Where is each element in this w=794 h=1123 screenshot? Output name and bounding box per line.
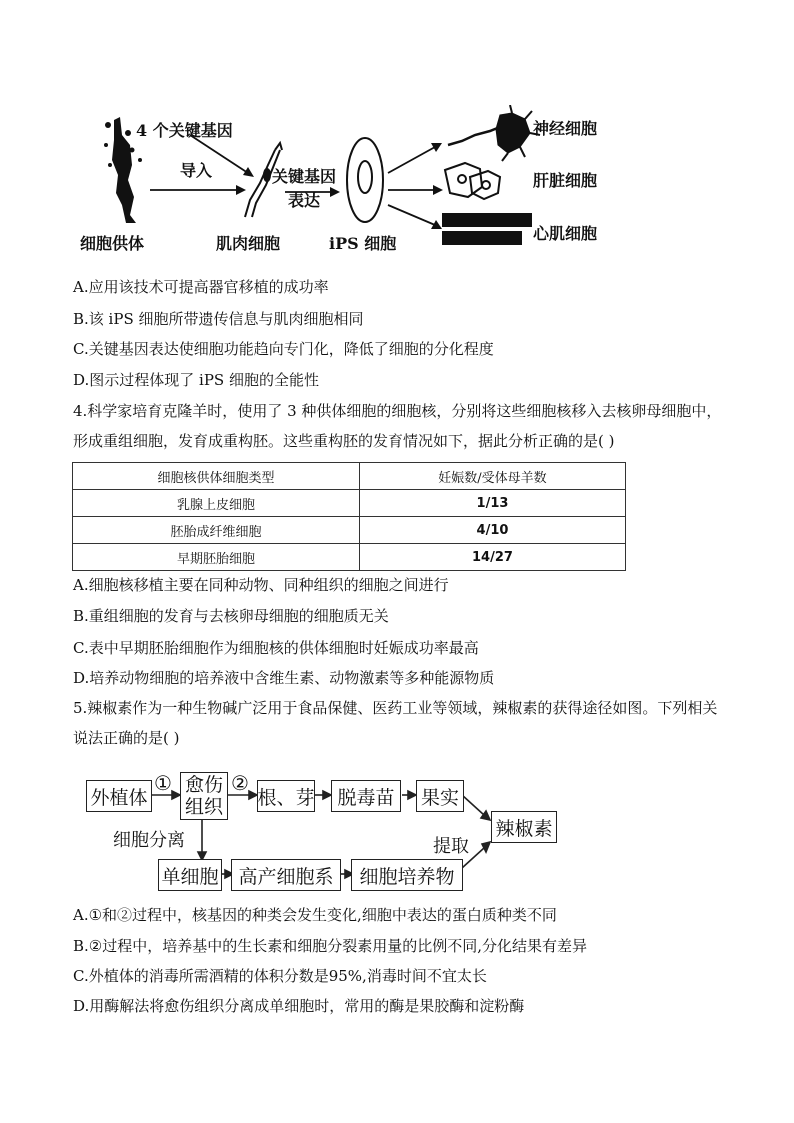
heart-muscle-image	[442, 213, 532, 245]
q4-option-a: A.细胞核移植主要在同种动物、同种组织的细胞之间进行	[73, 576, 449, 594]
table-header-cell: 细胞核供体细胞类型	[73, 463, 360, 490]
label-heart: 心肌细胞	[533, 224, 598, 243]
step-2-label: ②	[231, 771, 249, 795]
q3-option-d: D.图示过程体现了 iPS 细胞的全能性	[73, 371, 319, 389]
box-virus-free: 脱毒苗	[331, 780, 401, 812]
q3-option-a: A.应用该技术可提高器官移植的成功率	[73, 278, 329, 296]
box-capsaicin: 辣椒素	[491, 811, 557, 843]
table-cell: 14/27	[359, 544, 625, 571]
q4-option-d: D.培养动物细胞的培养液中含维生素、动物激素等多种能源物质	[73, 669, 495, 687]
label-liver: 肝脏细胞	[533, 171, 598, 190]
label-neuron: 神经细胞	[533, 119, 598, 138]
table-header-cell: 妊娠数/受体母羊数	[359, 463, 625, 490]
callus-line1: 愈伤	[184, 774, 223, 796]
q4-option-b: B.重组细胞的发育与去核卵母细胞的细胞质无关	[73, 607, 389, 625]
table-cell: 早期胚胎细胞	[73, 544, 360, 571]
q3-option-b: B.该 iPS 细胞所带遗传信息与肌肉细胞相同	[73, 310, 364, 328]
label-ips: iPS 细胞	[329, 234, 397, 253]
box-callus	[180, 772, 228, 820]
label-key-genes: 4 个关键基因	[136, 121, 233, 140]
box-root-bud: 根、芽	[257, 780, 315, 812]
q4-option-c: C.表中早期胚胎细胞作为细胞核的供体细胞时妊娠成功率最高	[73, 639, 479, 657]
table-header-row	[73, 463, 626, 490]
label-import: 导入	[180, 161, 213, 180]
q3-option-c: C.关键基因表达使细胞功能趋向专门化，降低了细胞的分化程度	[73, 340, 494, 358]
table-cell: 胚胎成纤维细胞	[73, 517, 360, 544]
box-explant: 外植体	[86, 780, 152, 812]
label-extract: 提取	[433, 836, 469, 857]
ips-cell-image	[347, 138, 383, 222]
box-single-cell: 单细胞	[158, 859, 222, 891]
q4-table	[72, 462, 626, 571]
q5-option-a: A.①和②过程中，核基因的种类会发生变化,细胞中表达的蛋白质种类不同	[73, 906, 557, 924]
q4-stem: 4.科学家培育克隆羊时，使用了 3 种供体细胞的细胞核，分别将这些细胞核移入去核卵母细胞中，形成重组细胞，发育成重构胚。这些重构胚的发育情况如下，据此分析正确的是( )	[73, 402, 722, 450]
callus-line2: 组织	[184, 796, 223, 818]
q5-option-b: B.②过程中，培养基中的生长素和细胞分裂素用量的比例不同,分化结果有差异	[73, 937, 588, 955]
q5-option-c: C.外植体的消毒所需酒精的体积分数是95%,消毒时间不宜太长	[73, 967, 487, 985]
liver-cell-image	[445, 163, 500, 199]
label-expression-line1: 关键基因	[272, 167, 337, 186]
label-muscle: 肌肉细胞	[216, 234, 281, 253]
box-high-yield-line: 高产细胞系	[231, 859, 341, 891]
neuron-image	[448, 105, 540, 161]
label-expression	[272, 165, 336, 213]
label-cell-separation: 细胞分离	[113, 830, 185, 851]
table-row	[73, 490, 626, 517]
q5-option-d: D.用酶解法将愈伤组织分离成单细胞时，常用的酶是果胶酶和淀粉酶	[73, 997, 525, 1015]
table-cell: 4/10	[359, 517, 625, 544]
table-row	[73, 517, 626, 544]
table-row	[73, 544, 626, 571]
box-cell-culture: 细胞培养物	[351, 859, 463, 891]
label-donor: 细胞供体	[80, 234, 145, 253]
box-fruit: 果实	[416, 780, 464, 812]
table-cell: 乳腺上皮细胞	[73, 490, 360, 517]
q5-stem: 5.辣椒素作为一种生物碱广泛用于食品保健、医药工业等领域，辣椒素的获得途径如图。下列相关说法正确的是( )	[73, 699, 718, 747]
label-expression-line2: 表达	[288, 191, 321, 210]
table-cell: 1/13	[359, 490, 625, 517]
step-1-label: ①	[154, 771, 172, 795]
